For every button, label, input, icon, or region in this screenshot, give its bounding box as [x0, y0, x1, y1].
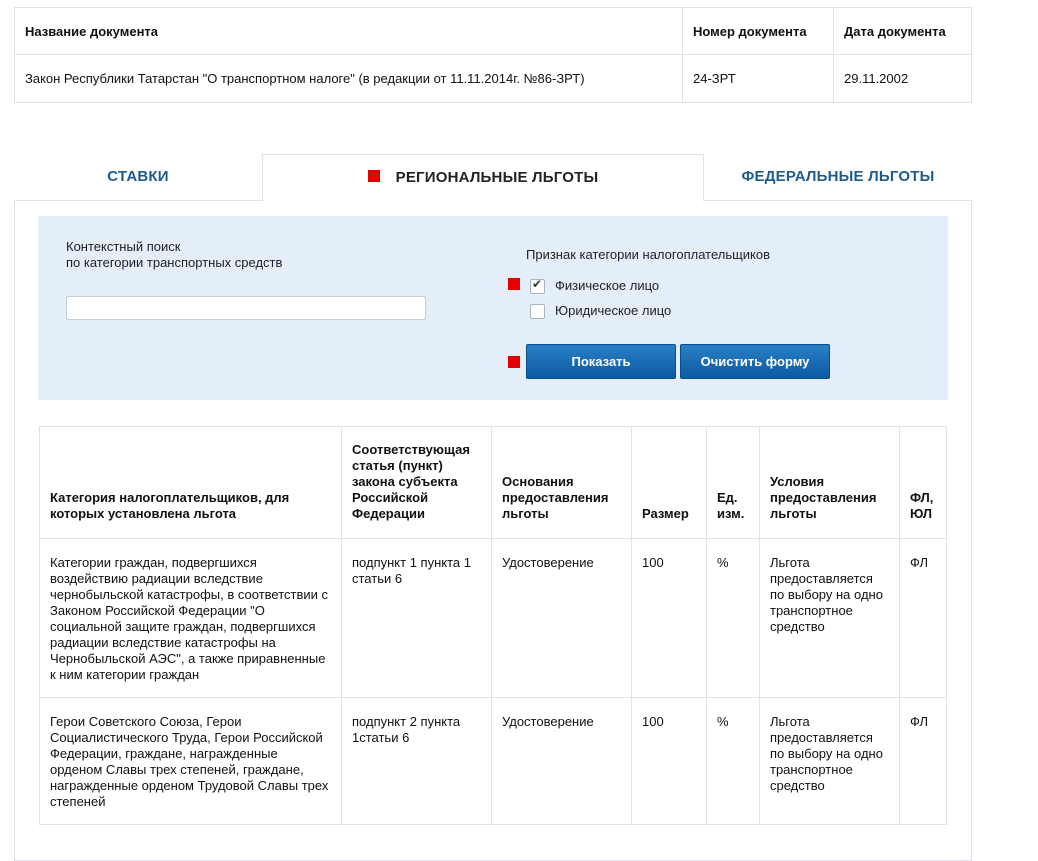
- row-category: Герои Советского Союза, Герои Социалистического Труда, Герои Российской Федерации, граждане, награжденные орденом Славы трех степеней, граждане, награжденные орденом Трудовой Славы трех степеней: [40, 698, 342, 825]
- document-table-header: [15, 8, 972, 55]
- row-type: ФЛ: [900, 539, 947, 698]
- checkbox-individual-label: Физическое лицо: [555, 278, 660, 293]
- doc-number: 24-ЗРТ: [683, 55, 834, 103]
- table-row: [40, 539, 947, 698]
- benefits-table: [39, 426, 947, 825]
- document-table: [14, 7, 972, 103]
- col-article: Соответствующая статья (пункт) закона субъекта Российской Федерации: [342, 427, 492, 539]
- row-size: 100: [632, 698, 707, 825]
- row-size: 100: [632, 539, 707, 698]
- category-title: Признак категории налогоплательщиков: [526, 247, 771, 262]
- col-size: Размер: [632, 427, 707, 539]
- col-basis: Основания предоставления льготы: [492, 427, 632, 539]
- checkbox-legal[interactable]: [530, 304, 545, 319]
- row-type: ФЛ: [900, 698, 947, 825]
- required-marker-icon: [508, 278, 520, 290]
- row-conditions: Льгота предоставляется по выбору на одно транспортное средство: [760, 698, 900, 825]
- col-conditions: Условия предоставления льготы: [760, 427, 900, 539]
- row-unit: %: [707, 539, 760, 698]
- tab-rates-label: СТАВКИ: [107, 168, 169, 185]
- doc-name-header: Название документа: [15, 8, 683, 55]
- row-basis: Удостоверение: [492, 698, 632, 825]
- row-basis: Удостоверение: [492, 539, 632, 698]
- doc-name: Закон Республики Татарстан "О транспортном налоге" (в редакции от 11.11.2014г. №86-ЗРТ): [15, 55, 683, 103]
- document-row: [15, 55, 972, 103]
- tab-federal-label: ФЕДЕРАЛЬНЫЕ ЛЬГОТЫ: [741, 168, 935, 185]
- check-icon: ✔: [532, 277, 543, 291]
- row-article: подпункт 2 пункта 1статьи 6: [342, 698, 492, 825]
- checkbox-legal-label: Юридическое лицо: [555, 303, 672, 318]
- row-article: подпункт 1 пункта 1 статьи 6: [342, 539, 492, 698]
- tab-bar: [14, 154, 972, 201]
- clear-form-button[interactable]: Очистить форму: [680, 344, 830, 379]
- active-marker-icon: [368, 170, 380, 182]
- row-conditions: Льгота предоставляется по выбору на одно транспортное средство: [760, 539, 900, 698]
- tab-federal-benefits[interactable]: [704, 154, 972, 201]
- search-label-line-2: по категории транспортных средств: [66, 255, 283, 270]
- search-label: [66, 239, 282, 271]
- submit-marker-icon: [508, 356, 520, 368]
- tab-rates[interactable]: [14, 154, 262, 201]
- search-input[interactable]: [66, 296, 426, 320]
- show-button[interactable]: Показать: [526, 344, 676, 379]
- checkbox-individual[interactable]: [530, 279, 545, 294]
- col-category: Категория налогоплательщиков, для которых установлена льгота: [40, 427, 342, 539]
- row-unit: %: [707, 698, 760, 825]
- table-row: [40, 698, 947, 825]
- filter-form: [38, 216, 948, 400]
- benefits-table-header: [40, 427, 947, 539]
- col-type: ФЛ, ЮЛ: [900, 427, 947, 539]
- doc-date-header: Дата документа: [834, 8, 972, 55]
- doc-number-header: Номер документа: [683, 8, 834, 55]
- search-label-line-1: Контекстный поиск: [66, 239, 181, 254]
- col-unit: Ед. изм.: [707, 427, 760, 539]
- tab-regional-benefits[interactable]: [262, 154, 704, 201]
- row-category: Категории граждан, подвергшихся воздействию радиации вследствие чернобыльской катастрофы, в соответствии с Законом Российской Федерации "О социальной защите граждан, подвергшихся радиации вследствие катастрофы на Чернобыльской АЭС", а также приравненные к ним категории граждан: [40, 539, 342, 698]
- tab-regional-label: РЕГИОНАЛЬНЫЕ ЛЬГОТЫ: [395, 169, 599, 186]
- doc-date: 29.11.2002: [834, 55, 972, 103]
